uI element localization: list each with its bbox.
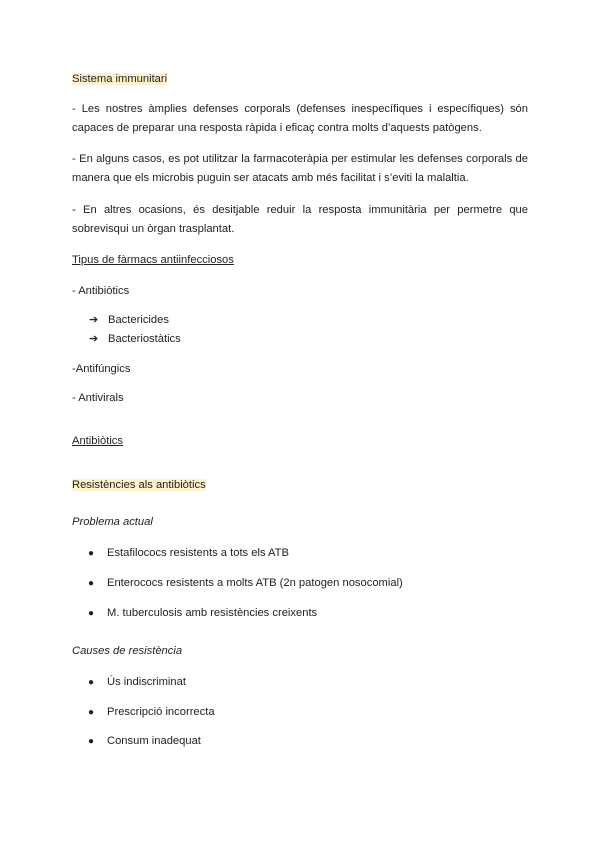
list-item xyxy=(89,330,181,349)
antibiotics-heading xyxy=(72,432,123,451)
bullet-icon: ● xyxy=(88,707,95,718)
bullet-icon: ● xyxy=(88,578,95,589)
immune-paragraph-1: - Les nostres àmplies defenses corporals (defenses inespecífiques i específiques) són capaces de preparar una resposta ràpida i eficaç contra molts d’aquests patògens. xyxy=(72,103,528,134)
types-antibiotics: - Antibiòtics xyxy=(72,285,130,297)
list-item xyxy=(88,604,317,623)
causes-item-2: Prescripció incorrecta xyxy=(107,706,215,718)
problem-item-2: Enterococs resistents a molts ATB (2n patogen nosocomial) xyxy=(107,577,403,589)
bullet-icon: ● xyxy=(88,677,95,688)
arrow-icon: ➔ xyxy=(89,333,99,345)
causes-item-3: Consum inadequat xyxy=(107,735,201,747)
list-item xyxy=(88,732,201,751)
types-heading xyxy=(72,251,234,270)
subtype-bacteriostatics: Bacteriostàtics xyxy=(108,333,181,345)
problem-title: Problema actual xyxy=(72,516,153,528)
types-antiviral: - Antivirals xyxy=(72,392,124,404)
resist-heading xyxy=(72,476,206,495)
list-item xyxy=(89,311,169,330)
bullet-icon: ● xyxy=(88,608,95,619)
list-item xyxy=(88,574,403,593)
subtype-bactericides: Bactericides xyxy=(108,314,169,326)
immune-title: Sistema immunitari xyxy=(72,73,168,85)
types-antifungal: -Antifúngics xyxy=(72,363,131,375)
types-title: Tipus de fàrmacs antiinfecciosos xyxy=(72,254,234,266)
resist-title: Resistències als antibiòtics xyxy=(72,479,206,491)
bullet-icon: ● xyxy=(88,548,95,559)
problem-item-3: M. tuberculosis amb resistències creixents xyxy=(107,607,318,619)
causes-item-1: Ús indiscriminat xyxy=(107,676,186,688)
arrow-icon: ➔ xyxy=(89,314,99,326)
list-item xyxy=(88,703,215,722)
antibiotics-title: Antibiòtics xyxy=(72,435,123,447)
problem-item-1: Estafilococs resistents a tots els ATB xyxy=(107,547,289,559)
immune-heading xyxy=(72,70,167,89)
list-item xyxy=(88,673,186,692)
immune-paragraph-3: - En altres ocasions, és desitjable reduir la resposta immunitària per permetre que sobrevisqui un òrgan trasplantat. xyxy=(72,204,528,235)
list-item xyxy=(88,544,289,563)
bullet-icon: ● xyxy=(88,736,95,747)
causes-title: Causes de resistència xyxy=(72,645,183,657)
immune-paragraph-2: - En alguns casos, es pot utilitzar la farmacoteràpia per estimular les defenses corporals de manera que els microbis puguin ser atacats amb més facilitat i s’eviti la malaltia. xyxy=(72,153,528,184)
